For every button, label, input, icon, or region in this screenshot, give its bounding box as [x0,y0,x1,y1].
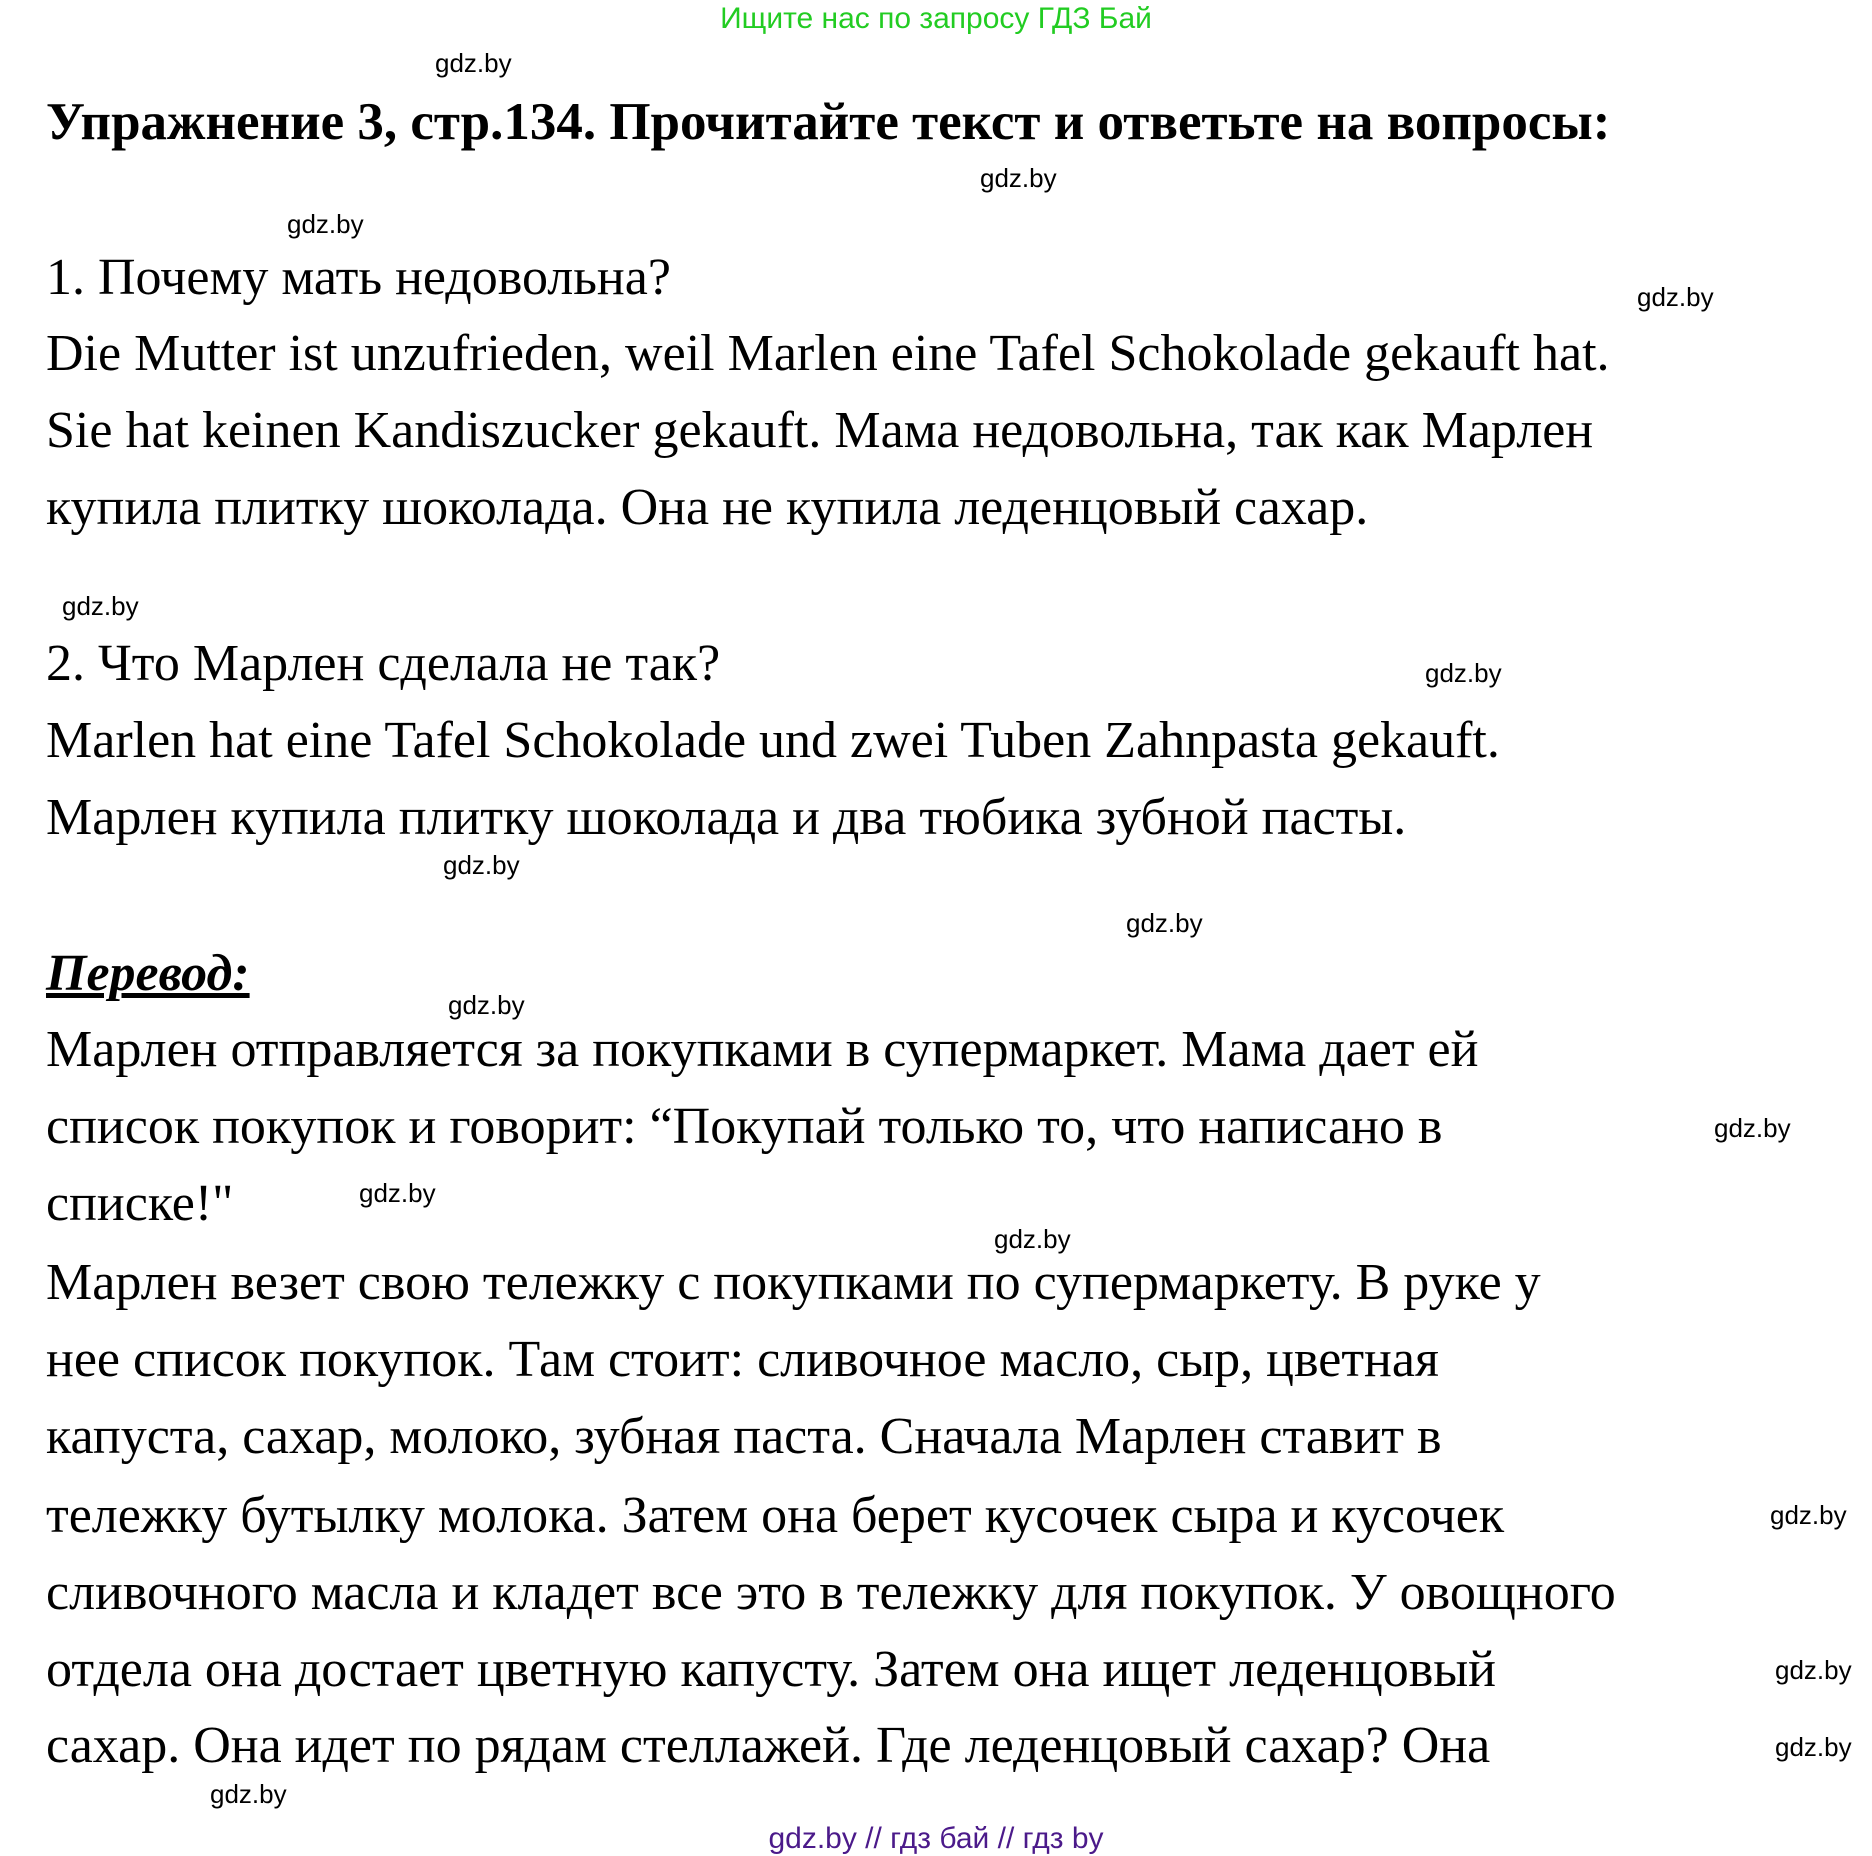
translation-line: сахар. Она идет по рядам стеллажей. Где леденцовый сахар? Она [46,1717,1491,1774]
watermark: gdz.by [1126,908,1203,938]
watermark: gdz.by [980,163,1057,193]
answer-line: купила плитку шоколада. Она не купила леденцовый сахар. [46,479,1369,536]
translation-line: список покупок и говорит: “Покупай только то, что написано в [46,1098,1443,1155]
watermark: gdz.by [210,1779,287,1809]
watermark: gdz.by [1714,1113,1791,1143]
translation-line: сливочного масла и кладет все это в тележку для покупок. У овощного [46,1564,1616,1621]
translation-heading: Перевод: [46,945,250,1002]
watermark: gdz.by [359,1178,436,1208]
answer-line: Marlen hat eine Tafel Schokolade und zwei Tuben Zahnpasta gekauft. [46,712,1500,769]
watermark: gdz.by [1770,1500,1847,1530]
translation-line: Марлен отправляется за покупками в супермаркет. Мама дает ей [46,1021,1479,1078]
watermark: gdz.by [1775,1732,1852,1762]
answer-line: Марлен купила плитку шоколада и два тюбика зубной пасты. [46,789,1407,846]
answer-line: Sie hat keinen Kandiszucker gekauft. Мама недовольна, так как Марлен [46,402,1594,459]
watermark: gdz.by [443,850,520,880]
watermark: gdz.by [1775,1655,1852,1685]
watermark: gdz.by [994,1224,1071,1254]
translation-line: нее список покупок. Там стоит: сливочное масло, сыр, цветная [46,1331,1439,1388]
translation-line: Марлен везет свою тележку с покупками по супермаркету. В руке у [46,1254,1541,1311]
translation-line: капуста, сахар, молоко, зубная паста. Сначала Марлен ставит в [46,1408,1442,1465]
question-1: 1. Почему мать недовольна? [46,249,671,306]
watermark: gdz.by [1637,282,1714,312]
watermark: gdz.by [62,591,139,621]
answer-line: Die Mutter ist unzufrieden, weil Marlen eine Tafel Schokolade gekauft hat. [46,325,1610,382]
translation-line: отдела она достает цветную капусту. Затем она ищет леденцовый [46,1641,1497,1698]
footer-links: gdz.by // гдз бай // гдз by [768,1822,1104,1855]
exercise-title: Упражнение 3, стр.134. Прочитайте текст и ответьте на вопросы: [46,93,1611,151]
watermark: gdz.by [1425,658,1502,688]
watermark: gdz.by [287,209,364,239]
watermark: gdz.by [435,48,512,78]
search-banner: Ищите нас по запросу ГДЗ Бай [720,2,1152,35]
translation-line: тележку бутылку молока. Затем она берет кусочек сыра и кусочек [46,1487,1505,1544]
watermark: gdz.by [448,990,525,1020]
translation-line: списке!" [46,1175,234,1232]
question-2: 2. Что Марлен сделала не так? [46,635,721,692]
